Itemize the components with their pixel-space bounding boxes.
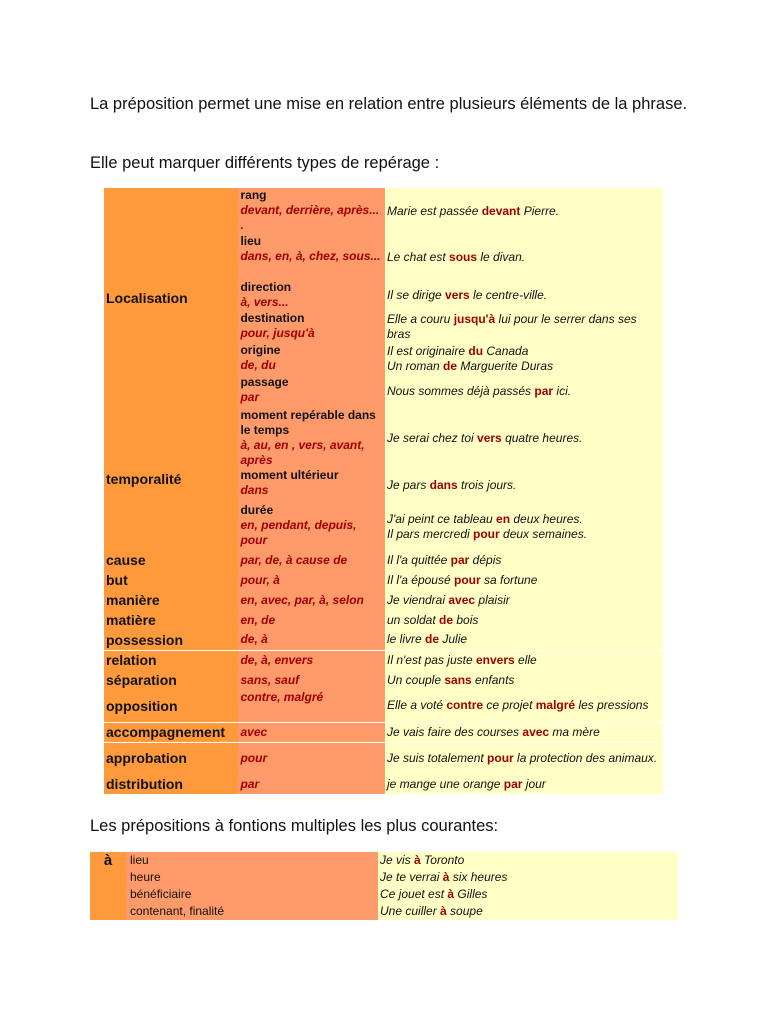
example-text: Il est originaire xyxy=(386,344,469,358)
table-row xyxy=(104,774,663,794)
example-text: enfants xyxy=(471,672,515,687)
example-text: Il l'a épousé xyxy=(386,572,454,587)
highlighted-preposition: par xyxy=(450,552,470,567)
category-cell: but xyxy=(104,570,238,590)
table-row xyxy=(104,550,663,570)
example-text: jour xyxy=(522,776,546,791)
example-cell xyxy=(385,408,663,468)
highlighted-preposition: dans xyxy=(429,478,458,492)
table-row xyxy=(90,903,678,920)
highlighted-preposition: pour xyxy=(454,572,481,587)
table-row xyxy=(104,742,663,774)
category-cell: possession xyxy=(104,630,238,650)
example-line xyxy=(387,384,661,399)
preposition-cell xyxy=(238,280,385,311)
table-row xyxy=(104,650,663,670)
preposition-cell xyxy=(238,234,385,280)
example-text: Marguerite Duras xyxy=(457,359,554,373)
preposition-cell xyxy=(238,590,385,610)
example-text: Je pars xyxy=(386,478,430,492)
preposition-list: de, à, envers xyxy=(240,652,314,667)
table-row xyxy=(90,869,678,886)
highlighted-preposition: envers xyxy=(476,652,515,667)
preposition-list: pour, à xyxy=(240,572,280,587)
example-text: le centre-ville. xyxy=(469,288,548,302)
preposition-cell xyxy=(238,610,385,630)
table-row xyxy=(104,188,663,234)
example-text: le divan. xyxy=(477,249,526,264)
highlighted-preposition: à xyxy=(447,887,455,901)
example-text: Elle a voté xyxy=(386,698,447,713)
highlighted-preposition: sous xyxy=(449,249,478,264)
preposition-cell xyxy=(238,690,385,722)
category-cell: matière xyxy=(104,610,238,630)
example-line xyxy=(387,431,661,446)
preposition-cell xyxy=(238,774,385,794)
example-text: Un couple xyxy=(386,672,445,687)
category-cell: cause xyxy=(104,550,238,570)
example-line xyxy=(387,288,661,303)
example-cell xyxy=(385,690,663,722)
example-text: quatre heures. xyxy=(501,430,583,445)
highlighted-preposition: à xyxy=(442,870,450,884)
example-text: Un roman xyxy=(386,359,444,373)
category-cell: opposition xyxy=(104,690,238,722)
table-row xyxy=(104,722,663,742)
example-cell xyxy=(385,468,663,503)
highlighted-preposition: avec xyxy=(522,724,550,739)
example-text: Une cuiller xyxy=(380,904,441,918)
subcategory-label: direction xyxy=(240,280,292,294)
preposition-list: en, pendant, depuis, pour xyxy=(240,518,357,547)
preposition-cell xyxy=(238,311,385,343)
preposition-list: contre, malgré xyxy=(240,690,324,704)
intro-paragraph: La préposition permet une mise en relation entre plusieurs éléments de la phrase. xyxy=(90,95,688,113)
highlighted-preposition: de xyxy=(439,612,454,627)
example-cell xyxy=(385,550,663,570)
preposition-cell xyxy=(238,650,385,670)
example-line xyxy=(387,512,661,527)
highlighted-preposition: pour xyxy=(473,526,500,541)
highlighted-preposition: avec xyxy=(448,592,476,607)
table-row xyxy=(104,610,663,630)
highlighted-preposition: pour xyxy=(487,750,514,765)
table-row xyxy=(104,690,663,722)
example-cell xyxy=(385,570,663,590)
example-text: Elle a couru xyxy=(386,312,454,326)
example-text: Je serai chez toi xyxy=(386,430,478,445)
example-text: Je suis totalement xyxy=(386,750,488,765)
subcategory-label: moment ultérieur xyxy=(240,468,339,482)
highlighted-preposition: à xyxy=(440,904,447,918)
example-text: Il l'a quittée xyxy=(386,552,451,567)
preposition-cell xyxy=(238,742,385,774)
highlighted-preposition: du xyxy=(468,344,484,358)
example-text: plaisir xyxy=(475,592,510,607)
highlighted-preposition: à xyxy=(414,853,421,867)
category-cell: temporalité xyxy=(104,408,238,550)
example-cell xyxy=(378,886,678,903)
category-cell: Localisation xyxy=(104,188,238,408)
preposition-list: pour, jusqu'à xyxy=(240,326,315,340)
example-cell xyxy=(378,903,678,920)
preposition-list: par xyxy=(240,390,260,404)
example-text: six heures xyxy=(449,870,508,884)
preposition-cell xyxy=(238,408,385,468)
example-text: Canada xyxy=(483,344,529,358)
preposition-list: dans xyxy=(240,483,269,497)
preposition-cell xyxy=(238,630,385,650)
category-cell: manière xyxy=(104,590,238,610)
example-cell xyxy=(385,590,663,610)
highlighted-preposition: de xyxy=(425,632,440,647)
subcategory-label: lieu xyxy=(240,234,262,248)
example-text: Nous sommes déjà passés xyxy=(386,384,535,398)
example-cell xyxy=(385,503,663,550)
example-text: deux heures. xyxy=(510,511,583,526)
example-text: Je te verrai xyxy=(380,870,443,884)
preposition-cell xyxy=(238,468,385,503)
preposition-list: de, à xyxy=(240,632,268,647)
table-row xyxy=(104,570,663,590)
example-text: Marie est passée xyxy=(386,203,482,218)
preposition-list: en, de xyxy=(240,612,276,627)
preposition-list: avec xyxy=(240,724,268,739)
example-line xyxy=(387,478,661,493)
preposition-list: sans, sauf xyxy=(240,672,300,687)
example-text: Je vais faire des courses xyxy=(386,724,523,739)
usage-cell: heure xyxy=(126,869,378,886)
example-cell xyxy=(385,670,663,690)
usage-cell: bénéficiaire xyxy=(126,886,378,903)
preposition-cell xyxy=(238,670,385,690)
table-row xyxy=(104,670,663,690)
example-text: je mange une orange xyxy=(386,776,504,791)
example-cell xyxy=(385,343,663,375)
preposition-cell xyxy=(238,188,385,234)
example-text: Il pars mercredi xyxy=(386,526,474,541)
example-text: Ce jouet est xyxy=(380,887,448,901)
example-line xyxy=(387,344,661,359)
example-text: un soldat xyxy=(386,612,440,627)
preposition-list: à, au, en , vers, avant, après xyxy=(240,438,365,467)
example-text: ici. xyxy=(553,384,572,398)
example-cell xyxy=(378,852,678,869)
subcategory-label: rang xyxy=(240,188,267,202)
example-text: Je viendrai xyxy=(386,592,449,607)
preposition-cell xyxy=(238,343,385,375)
highlighted-preposition: devant xyxy=(481,203,521,218)
example-text: lui pour le serrer dans ses bras xyxy=(386,312,637,341)
example-line xyxy=(387,527,661,542)
category-cell: séparation xyxy=(104,670,238,690)
preposition-cell xyxy=(238,550,385,570)
example-text: ce projet xyxy=(483,698,536,713)
example-text: elle xyxy=(514,652,537,667)
highlighted-preposition: vers xyxy=(477,430,502,445)
subcategory-label: durée xyxy=(240,503,274,517)
example-cell xyxy=(385,630,663,650)
highlighted-preposition: de xyxy=(443,359,458,373)
table-row xyxy=(104,630,663,650)
example-text: bois xyxy=(453,612,479,627)
usage-cell: lieu xyxy=(126,852,378,869)
preposition-list: de, du xyxy=(240,358,276,372)
subcategory-label: passage xyxy=(240,375,289,389)
example-text: deux semaines. xyxy=(499,526,588,541)
example-line xyxy=(387,204,661,219)
table-row xyxy=(104,590,663,610)
category-cell: relation xyxy=(104,650,238,670)
table-row xyxy=(90,852,678,869)
preposition-list: pour xyxy=(240,750,268,765)
multi-function-table xyxy=(90,852,678,920)
category-cell: distribution xyxy=(104,774,238,794)
example-text: J'ai peint ce tableau xyxy=(386,511,497,526)
highlighted-preposition: vers xyxy=(445,288,470,302)
example-cell xyxy=(385,722,663,742)
multiple-functions-heading: Les prépositions à fontions multiples les plus courantes: xyxy=(90,817,499,835)
example-text: les pressions xyxy=(575,698,649,713)
preposition-cell: à xyxy=(90,852,126,920)
example-text: Le chat est xyxy=(386,249,450,264)
preposition-cell xyxy=(238,570,385,590)
preposition-list: en, avec, par, à, selon xyxy=(240,592,364,607)
subtitle-paragraph: Elle peut marquer différents types de repérage : xyxy=(90,154,440,172)
example-cell xyxy=(385,774,663,794)
example-text: Je vis xyxy=(380,853,415,867)
example-text: soupe xyxy=(446,904,483,918)
example-text: Gilles xyxy=(454,887,488,901)
example-text: dépis xyxy=(469,552,502,567)
preposition-cell xyxy=(238,375,385,408)
example-cell xyxy=(385,311,663,343)
example-text: sa fortune xyxy=(480,572,538,587)
preposition-list: par xyxy=(240,776,260,791)
table-row xyxy=(90,886,678,903)
example-cell xyxy=(385,650,663,670)
preposition-cell xyxy=(238,722,385,742)
example-cell xyxy=(385,188,663,234)
example-text: Julie xyxy=(439,632,468,647)
subcategory-label: origine xyxy=(240,343,281,357)
example-text: Il n'est pas juste xyxy=(386,652,476,667)
category-cell: accompagnement xyxy=(104,722,238,742)
example-text: ma mère xyxy=(549,724,600,739)
highlighted-preposition: sans xyxy=(444,672,472,687)
example-cell xyxy=(385,742,663,774)
category-cell: approbation xyxy=(104,742,238,774)
highlighted-preposition: malgré xyxy=(535,698,576,713)
preposition-cell xyxy=(238,503,385,550)
example-cell xyxy=(385,375,663,408)
example-text: le livre xyxy=(386,632,425,647)
highlighted-preposition: par xyxy=(503,776,523,791)
example-cell xyxy=(385,610,663,630)
usage-cell: contenant, finalité xyxy=(126,903,378,920)
highlighted-preposition: contre xyxy=(446,698,484,713)
example-text: trois jours. xyxy=(457,478,517,492)
preposition-list: devant, derrière, après... . xyxy=(240,203,380,232)
table-row xyxy=(104,408,663,468)
example-line xyxy=(387,250,661,265)
example-text: la protection des animaux. xyxy=(513,750,658,765)
preposition-list: à, vers... xyxy=(240,295,289,309)
preposition-list: par, de, à cause de xyxy=(240,552,348,567)
subcategory-label: destination xyxy=(240,311,305,325)
highlighted-preposition: en xyxy=(496,511,511,526)
example-line xyxy=(387,359,661,374)
highlighted-preposition: par xyxy=(534,384,554,398)
example-cell xyxy=(378,869,678,886)
example-cell xyxy=(385,280,663,311)
highlighted-preposition: jusqu'à xyxy=(453,312,496,326)
subcategory-label: moment repérable dans le temps xyxy=(240,408,376,437)
example-text: Toronto xyxy=(420,853,465,867)
preposition-types-table xyxy=(104,188,663,794)
example-text: Pierre. xyxy=(520,203,560,218)
example-line xyxy=(387,312,661,342)
preposition-list: dans, en, à, chez, sous... xyxy=(240,249,381,263)
example-cell xyxy=(385,234,663,280)
example-text: Il se dirige xyxy=(386,288,446,302)
